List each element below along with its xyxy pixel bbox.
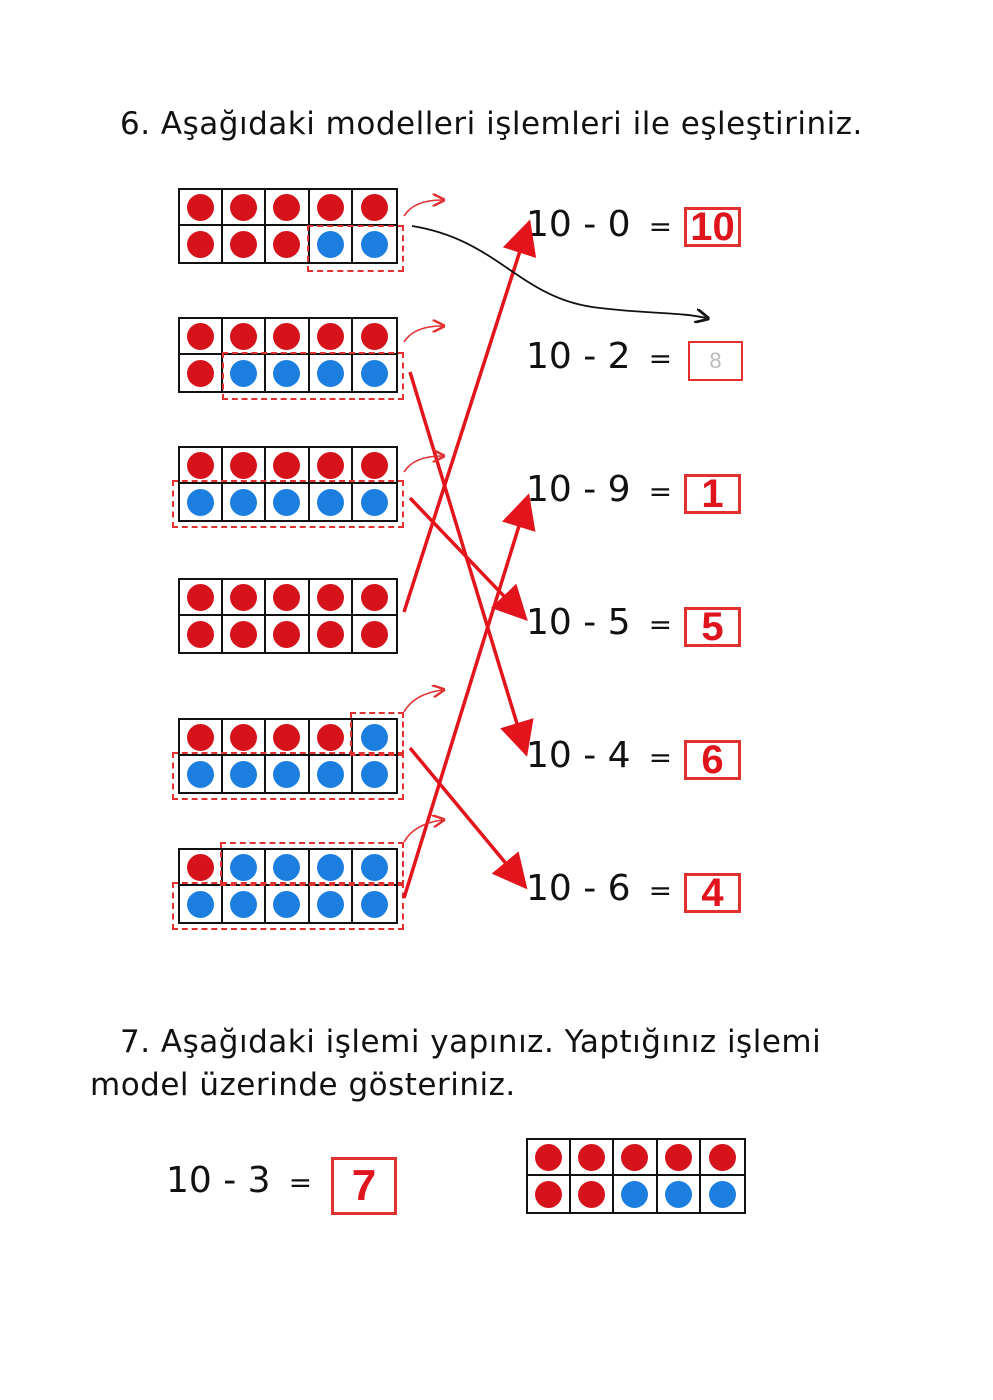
red-counter-dot [187, 194, 214, 221]
red-counter-dot [578, 1144, 605, 1171]
red-counter-dot [361, 584, 388, 611]
red-counter-dot [273, 231, 300, 258]
blue-counter-dot [621, 1181, 648, 1208]
frame-cell [658, 1176, 701, 1212]
red-counter-dot [273, 452, 300, 479]
frame-cell [266, 448, 309, 484]
red-counter-dot [709, 1144, 736, 1171]
frame-cell [223, 226, 266, 262]
answer-box-4[interactable]: 5 [684, 607, 741, 647]
frame-cell [353, 319, 396, 355]
frame-cell [223, 319, 266, 355]
red-counter-dot [230, 452, 257, 479]
arrow-frame4-to-eq1 [404, 226, 528, 612]
red-counter-dot [665, 1144, 692, 1171]
question-7-title-line1: 7. Aşağıdaki işlemi yapınız. Yaptığınız işlemi [120, 1024, 822, 1060]
frame-cell [528, 1140, 571, 1176]
red-counter-dot [187, 231, 214, 258]
frame-cell [310, 319, 353, 355]
frame-cell [571, 1176, 614, 1212]
frame-cell [701, 1140, 744, 1176]
frame-cell [310, 190, 353, 226]
frame-cell [266, 226, 309, 262]
frame-cell [223, 616, 266, 652]
question-7-ten-frame [526, 1138, 746, 1214]
arrow-frame6-to-eq3 [404, 500, 527, 898]
equation-3: 10 - 9 = [526, 469, 673, 510]
frame-cell [180, 355, 223, 391]
frame-cell [180, 720, 223, 756]
red-counter-dot [187, 360, 214, 387]
question-7-equation: 10 - 3 = [166, 1160, 313, 1201]
red-counter-dot [230, 323, 257, 350]
red-counter-dot [535, 1181, 562, 1208]
frame-cell [266, 190, 309, 226]
frame-cell [180, 616, 223, 652]
frame-cell [180, 226, 223, 262]
equation-5: 10 - 4 = [526, 735, 673, 776]
red-counter-dot [317, 452, 344, 479]
equation-2: 10 - 2 = [526, 336, 673, 377]
red-counter-dot [230, 194, 257, 221]
ten-frame-4 [178, 578, 398, 654]
frame-cell [310, 448, 353, 484]
red-counter-dot [230, 584, 257, 611]
frame-cell [353, 448, 396, 484]
frame-cell [701, 1176, 744, 1212]
equation-4: 10 - 5 = [526, 602, 673, 643]
frame-cell [180, 190, 223, 226]
red-counter-dot [273, 323, 300, 350]
red-counter-dot [273, 724, 300, 751]
frame-cell [614, 1176, 657, 1212]
crossout-frame-3 [172, 480, 404, 528]
crossout-frame-2 [222, 352, 404, 400]
red-counter-dot [317, 584, 344, 611]
blue-counter-dot [665, 1181, 692, 1208]
crossout-frame-6a [220, 842, 404, 886]
frame-cell [571, 1140, 614, 1176]
blue-counter-dot [709, 1181, 736, 1208]
frame-cell [658, 1140, 701, 1176]
red-counter-dot [230, 724, 257, 751]
crossout-frame-1 [307, 225, 404, 272]
arrow-frame2-to-eq5 [410, 372, 525, 750]
frame-cell [528, 1176, 571, 1212]
red-counter-dot [317, 323, 344, 350]
red-counter-dot [361, 621, 388, 648]
frame-cell [614, 1140, 657, 1176]
frame-cell [266, 720, 309, 756]
answer-box-2[interactable]: 8 [688, 341, 743, 381]
crossout-frame-6b [172, 882, 404, 930]
red-counter-dot [273, 194, 300, 221]
red-counter-dot [535, 1144, 562, 1171]
frame-cell [180, 319, 223, 355]
red-counter-dot [578, 1181, 605, 1208]
frame-cell [180, 850, 223, 886]
red-counter-dot [230, 621, 257, 648]
red-counter-dot [317, 621, 344, 648]
answer-box-1[interactable]: 10 [684, 207, 741, 247]
frame-cell [310, 720, 353, 756]
frame-cell [223, 448, 266, 484]
frame-cell [310, 580, 353, 616]
red-counter-dot [361, 194, 388, 221]
frame-cell [266, 319, 309, 355]
frame-cell [180, 580, 223, 616]
red-counter-dot [187, 452, 214, 479]
question-6-title: 6. Aşağıdaki modelleri işlemleri ile eşleştiriniz. [120, 106, 863, 142]
answer-box-3[interactable]: 1 [684, 474, 741, 514]
crossout-frame-5a [350, 712, 404, 756]
red-counter-dot [187, 323, 214, 350]
answer-box-5[interactable]: 6 [684, 740, 741, 780]
equation-6: 10 - 6 = [526, 868, 673, 909]
red-counter-dot [273, 621, 300, 648]
frame-cell [353, 616, 396, 652]
small-curl-arrows [404, 200, 442, 842]
red-counter-dot [621, 1144, 648, 1171]
red-counter-dot [187, 724, 214, 751]
frame-cell [353, 580, 396, 616]
frame-cell [180, 448, 223, 484]
red-counter-dot [361, 323, 388, 350]
frame-cell [223, 190, 266, 226]
frame-cell [223, 580, 266, 616]
equation-1: 10 - 0 = [526, 204, 673, 245]
frame-cell [266, 616, 309, 652]
frame-cell [310, 616, 353, 652]
red-counter-dot [317, 724, 344, 751]
red-counter-dot [187, 854, 214, 881]
crossout-frame-5b [172, 752, 404, 800]
frame-cell [353, 190, 396, 226]
red-counter-dot [361, 452, 388, 479]
question-7-title-line2: model üzerinde gösteriniz. [90, 1067, 516, 1103]
arrow-frame3-to-eq4 [410, 498, 523, 616]
red-counter-dot [273, 584, 300, 611]
red-counter-dot [187, 621, 214, 648]
question-7-answer-box[interactable]: 7 [331, 1157, 397, 1215]
frame-cell [266, 580, 309, 616]
arrow-frame5-to-eq6 [410, 748, 523, 884]
red-counter-dot [187, 584, 214, 611]
red-counter-dot [230, 231, 257, 258]
red-counter-dot [317, 194, 344, 221]
answer-box-6[interactable]: 4 [684, 873, 741, 913]
frame-cell [223, 720, 266, 756]
